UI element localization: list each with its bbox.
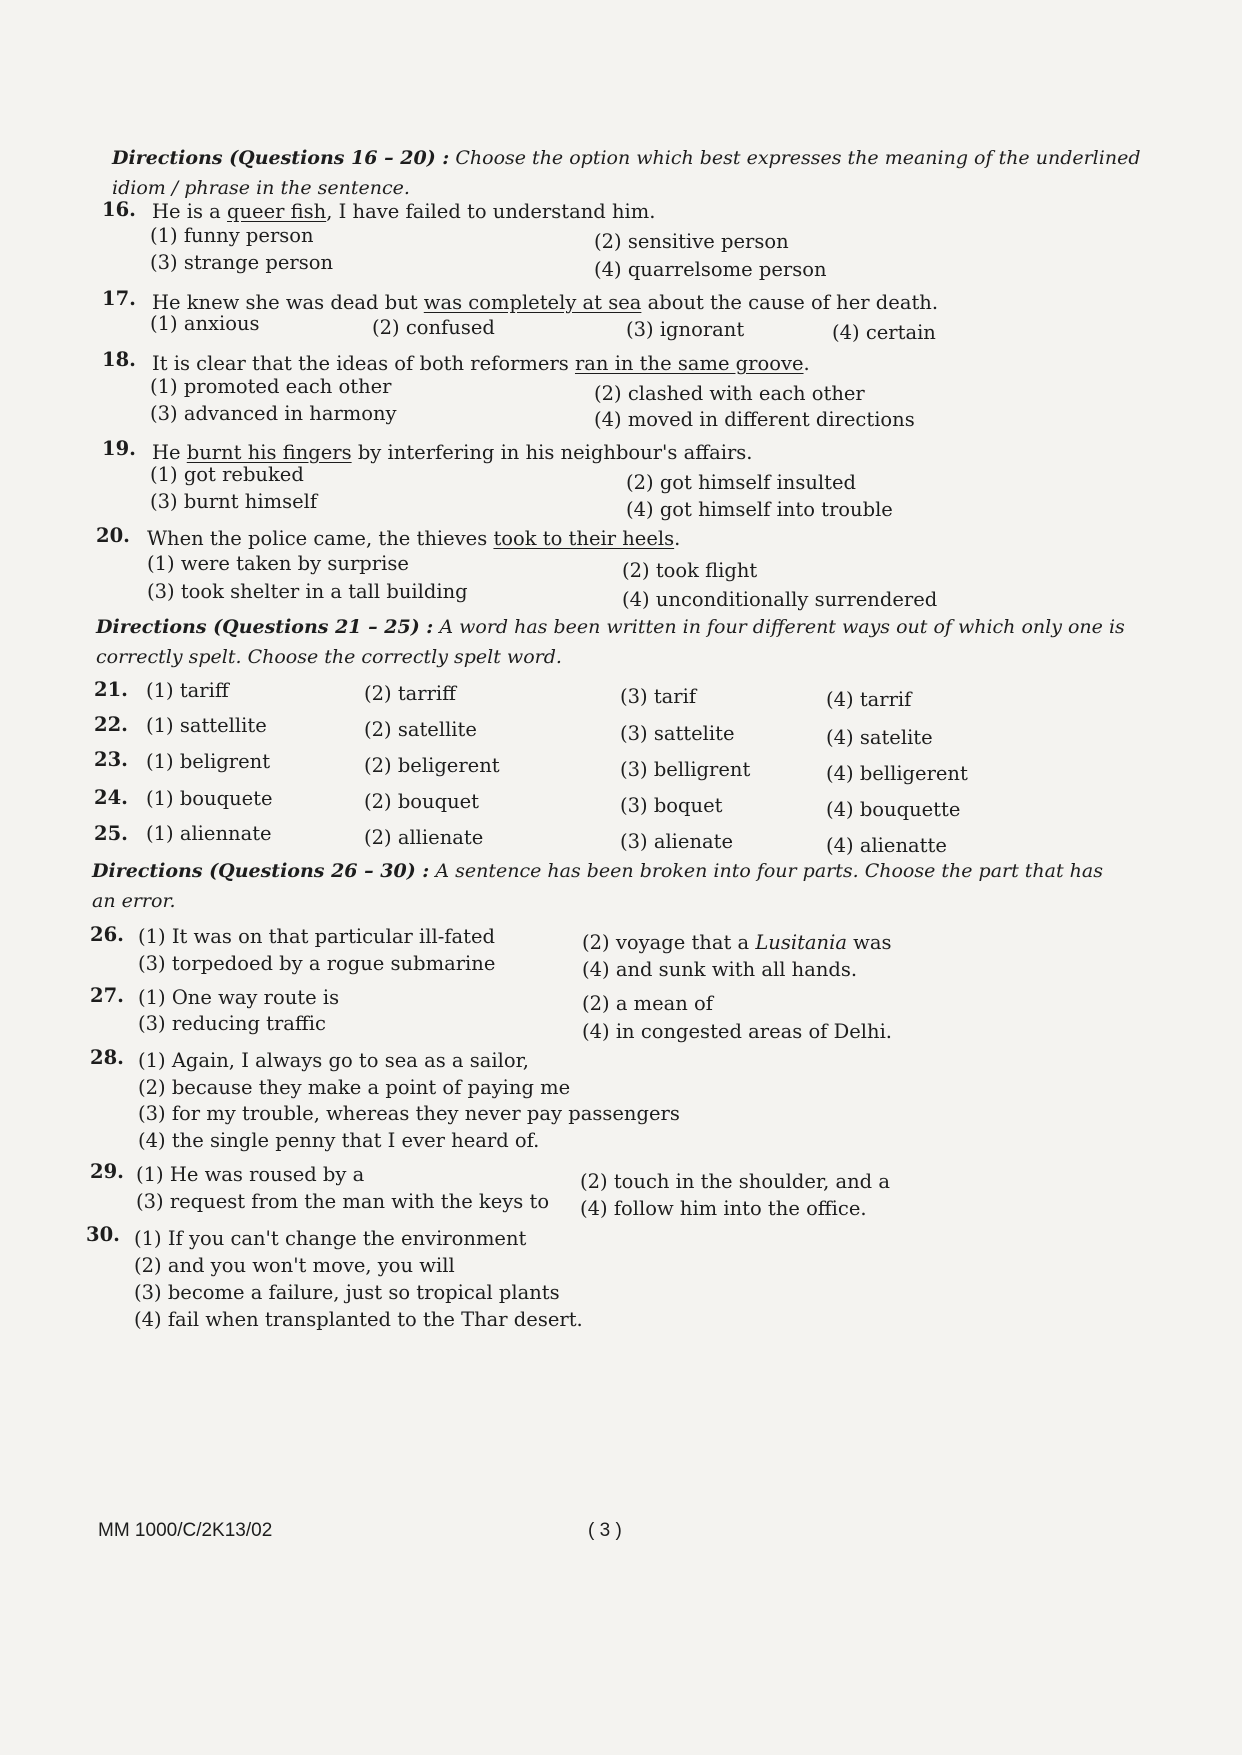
directions-16-20 [112, 143, 1142, 203]
option-2: (2) clashed with each other [594, 382, 865, 405]
option-4: (4) bouquette [826, 798, 961, 821]
question-number: 17. [102, 287, 136, 310]
question-number: 26. [90, 923, 124, 946]
option-4: (4) and sunk with all hands. [582, 958, 858, 981]
option-4: (4) belligerent [826, 762, 968, 785]
option-4: (4) certain [832, 321, 936, 344]
option-4: (4) alienatte [826, 834, 947, 857]
option-4: (4) follow him into the office. [580, 1197, 867, 1220]
option-2: (2) voyage that a Lusitania was [582, 931, 892, 954]
underlined-phrase: queer fish [227, 200, 327, 223]
option-2: (2) beligerent [364, 754, 500, 777]
option-2: (2) tarriff [364, 682, 457, 705]
option-2: (2) satellite [364, 718, 477, 741]
option-4: (4) fail when transplanted to the Thar desert. [134, 1308, 583, 1331]
question-number: 16. [102, 198, 136, 221]
question-stem: He is a queer fish, I have failed to understand him. [152, 200, 656, 223]
option-2: (2) a mean of [582, 992, 714, 1015]
option-3: (3) become a failure, just so tropical plants [134, 1281, 560, 1304]
option-1: (1) It was on that particular ill-fated [138, 925, 495, 948]
option-1: (1) One way route is [138, 986, 340, 1009]
option-3: (3) reducing traffic [138, 1012, 326, 1035]
option-1: (1) bouquete [146, 787, 273, 810]
directions-title: Directions (Questions 21 – 25) : [96, 616, 434, 638]
question-number: 27. [90, 984, 124, 1007]
option-2: (2) because they make a point of paying me [138, 1076, 571, 1099]
option-1: (1) tariff [146, 679, 229, 702]
option-1: (1) got rebuked [150, 463, 304, 486]
underlined-phrase: burnt his fingers [186, 441, 352, 464]
option-4: (4) satelite [826, 726, 933, 749]
option-4: (4) the single penny that I ever heard of. [138, 1129, 540, 1152]
option-1: (1) promoted each other [150, 375, 392, 398]
question-stem: It is clear that the ideas of both reformers ran in the same groove. [152, 352, 810, 375]
option-2: (2) bouquet [364, 790, 480, 813]
paper-code: MM 1000/C/2K13/02 [98, 1520, 273, 1541]
question-number: 18. [102, 348, 136, 371]
option-3: (3) boquet [620, 794, 723, 817]
question-number: 21. [94, 678, 128, 701]
option-1: (1) anxious [150, 312, 260, 335]
option-4: (4) tarrif [826, 688, 912, 711]
option-3: (3) torpedoed by a rogue submarine [138, 952, 496, 975]
option-1: (1) were taken by surprise [147, 552, 409, 575]
option-2: (2) and you won't move, you will [134, 1254, 455, 1277]
directions-text: A sentence has been broken into four parts. Choose the part that has an error. [92, 860, 1103, 912]
option-3: (3) ignorant [626, 318, 745, 341]
option-3: (3) strange person [150, 251, 334, 274]
question-number: 19. [102, 437, 136, 460]
directions-text: A word has been written in four different ways out of which only one is correctly spelt. Choose the correctly spelt word. [96, 616, 1125, 668]
option-4: (4) in congested areas of Delhi. [582, 1020, 893, 1043]
option-3: (3) alienate [620, 830, 734, 853]
option-2: (2) sensitive person [594, 230, 789, 253]
directions-title: Directions (Questions 16 – 20) : [112, 147, 450, 169]
option-3: (3) belligrent [620, 758, 751, 781]
question-number: 28. [90, 1046, 124, 1069]
option-4: (4) got himself into trouble [626, 498, 893, 521]
option-1: (1) funny person [150, 224, 314, 247]
option-2: (2) touch in the shoulder, and a [580, 1170, 890, 1193]
option-4: (4) unconditionally surrendered [622, 588, 938, 611]
option-3: (3) for my trouble, whereas they never pay passengers [138, 1102, 680, 1125]
option-2: (2) confused [372, 316, 495, 339]
option-3: (3) burnt himself [150, 490, 318, 513]
directions-21-25 [96, 612, 1126, 672]
option-2: (2) got himself insulted [626, 471, 857, 494]
question-number: 22. [94, 713, 128, 736]
option-1: (1) He was roused by a [136, 1163, 365, 1186]
option-1: (1) beligrent [146, 750, 271, 773]
question-number: 24. [94, 786, 128, 809]
option-2: (2) took flight [622, 559, 758, 582]
directions-26-30 [92, 856, 1122, 916]
option-3: (3) advanced in harmony [150, 402, 397, 425]
question-number: 25. [94, 822, 128, 845]
directions-title: Directions (Questions 26 – 30) : [92, 860, 430, 882]
question-number: 23. [94, 748, 128, 771]
question-number: 30. [86, 1223, 120, 1246]
option-3: (3) sattelite [620, 722, 735, 745]
underlined-phrase: ran in the same groove [574, 352, 804, 375]
option-1: (1) Again, I always go to sea as a sailor, [138, 1049, 529, 1072]
question-number: 20. [96, 524, 130, 547]
ship-name: Lusitania [755, 931, 847, 954]
question-stem: He burnt his fingers by interfering in his neighbour's affairs. [152, 441, 753, 464]
question-stem: He knew she was dead but was completely at sea about the cause of her death. [152, 291, 939, 314]
option-1: (1) If you can't change the environment [134, 1227, 527, 1250]
option-4: (4) moved in different directions [594, 408, 915, 431]
option-3: (3) request from the man with the keys to [136, 1190, 550, 1213]
option-4: (4) quarrelsome person [594, 258, 827, 281]
option-3: (3) took shelter in a tall building [147, 580, 468, 603]
directions-text: Choose the option which best expresses the meaning of the underlined idiom / phrase in the sentence. [112, 147, 1141, 199]
question-number: 29. [90, 1160, 124, 1183]
underlined-phrase: took to their heels [493, 527, 675, 550]
page-number: ( 3 ) [588, 1520, 622, 1541]
underlined-phrase: was completely at sea [423, 291, 642, 314]
option-1: (1) aliennate [146, 822, 272, 845]
option-2: (2) allienate [364, 826, 484, 849]
option-1: (1) sattellite [146, 714, 267, 737]
question-stem: When the police came, the thieves took to their heels. [147, 527, 681, 550]
option-3: (3) tarif [620, 685, 697, 708]
